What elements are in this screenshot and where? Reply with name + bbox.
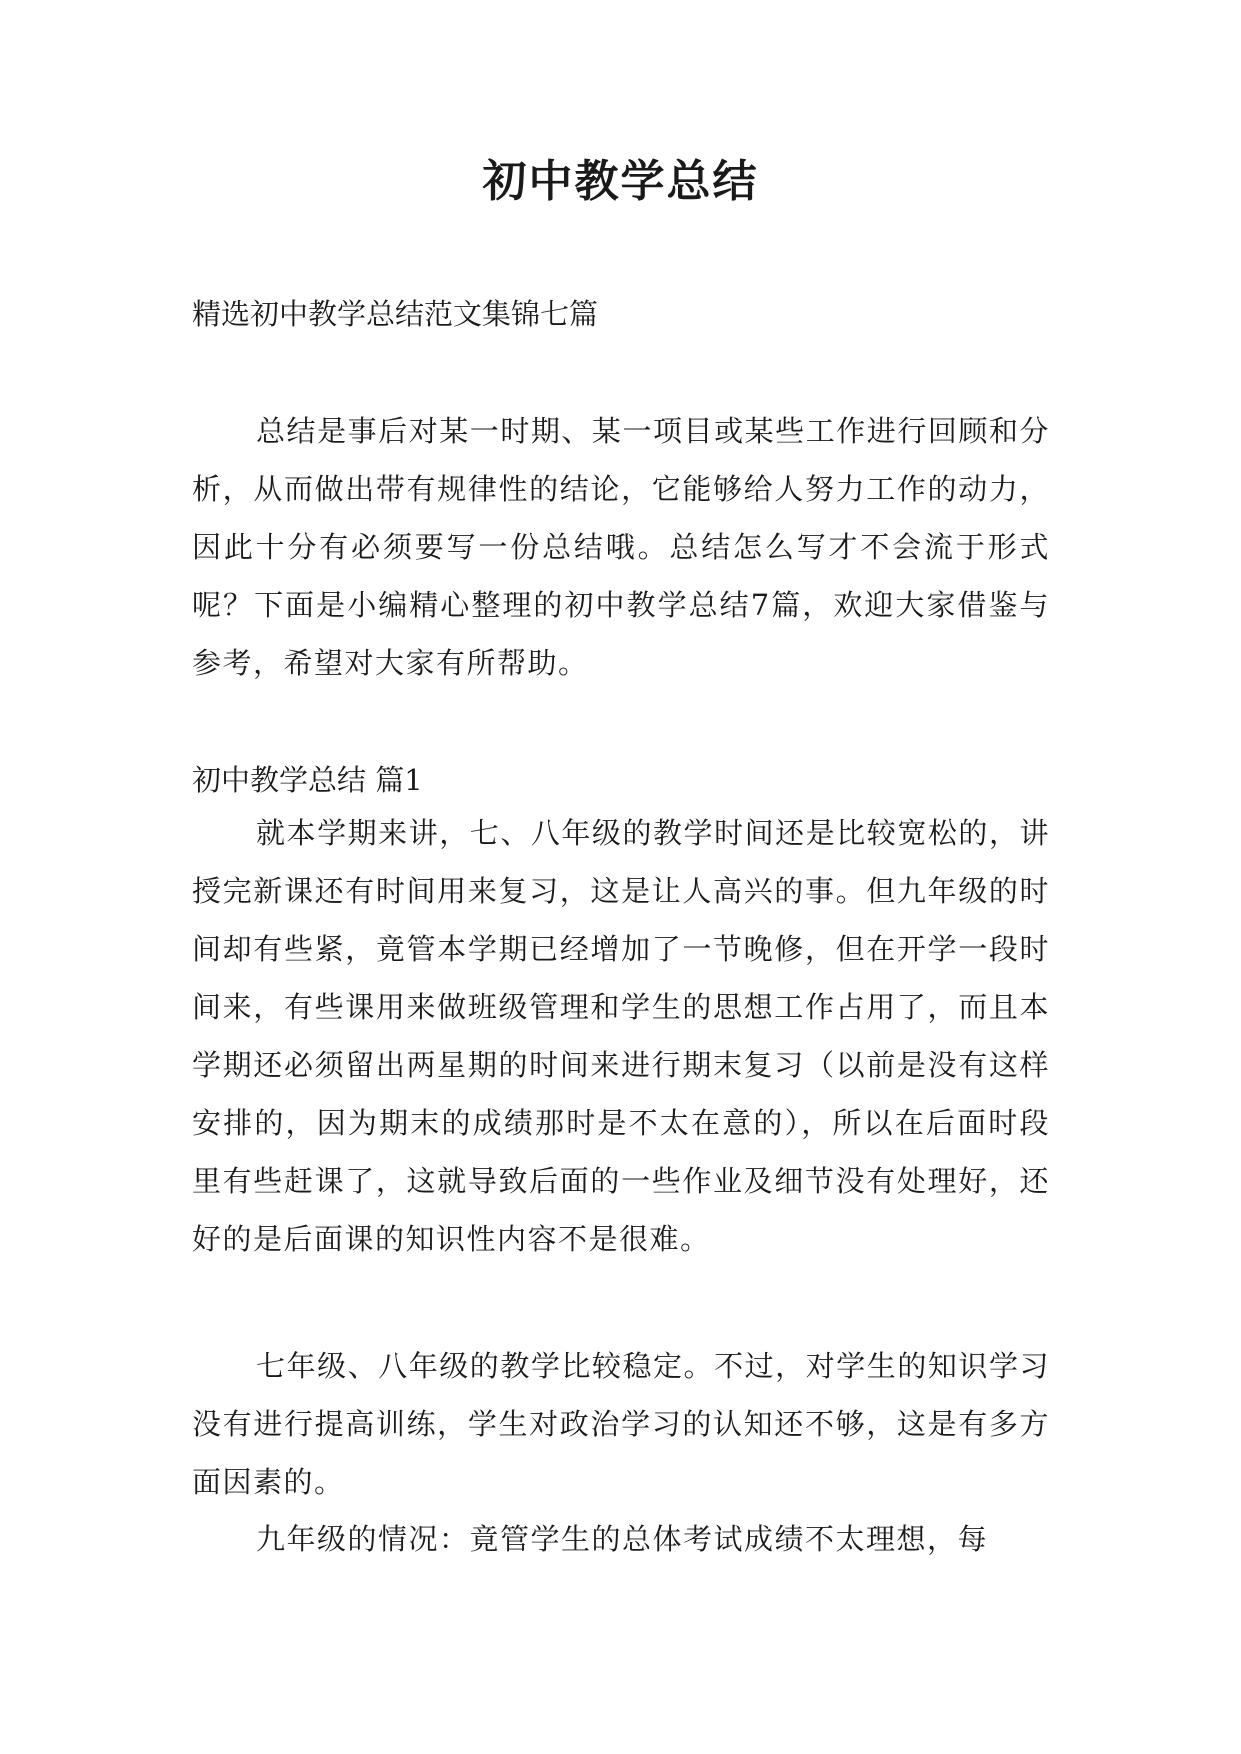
body-paragraph: 七年级、八年级的教学比较稳定。不过，对学生的知识学习没有进行提高训练，学生对政治学习的认知还不够，这是有多方面因素的。	[192, 1349, 1050, 1499]
document-title: 初中教学总结	[482, 156, 759, 207]
section-heading: 初中教学总结 篇1	[192, 763, 423, 797]
intro-paragraph: 总结是事后对某一时期、某一项目或某些工作进行回顾和分析，从而做出带有规律性的结论，它能够给人努力工作的动力，因此十分有必须要写一份总结哦。总结怎么写才不会流于形式呢？下面是小编精心整理的初中教学总结7篇，欢迎大家借鉴与参考，希望对大家有所帮助。	[192, 414, 1050, 680]
body-paragraph: 就本学期来讲，七、八年级的教学时间还是比较宽松的，讲授完新课还有时间用来复习，这是让人高兴的事。但九年级的时间却有些紧，竟管本学期已经增加了一节晚修，但在开学一段时间来，有些课用来做班级管理和学生的思想工作占用了，而且本学期还必须留出两星期的时间来进行期末复习（以前是没有这样安排的，因为期末的成绩那时是不太在意的），所以在后面时段里有些赶课了，这就导致后面的一些作业及细节没有处理好，还好的是后面课的知识性内容不是很难。	[192, 816, 1050, 1256]
body-paragraph: 九年级的情况：竟管学生的总体考试成绩不太理想，每	[256, 1522, 989, 1556]
document-subtitle: 精选初中教学总结范文集锦七篇	[192, 297, 599, 331]
